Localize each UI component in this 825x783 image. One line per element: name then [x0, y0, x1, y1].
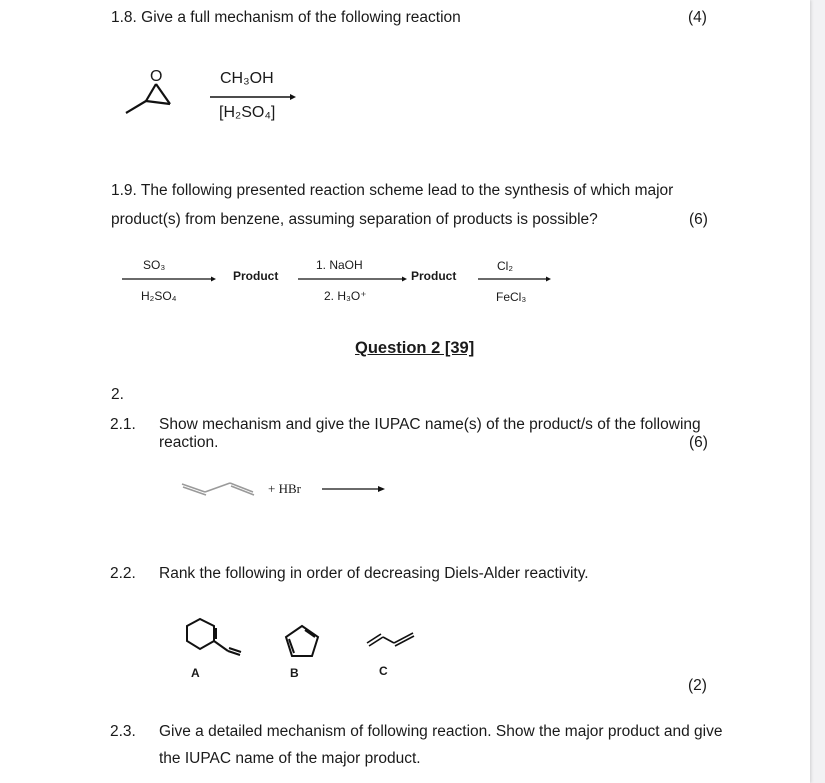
- step2-reagent-top: 1. NaOH: [316, 258, 363, 272]
- compound-a-label: A: [191, 666, 200, 680]
- question-1-9-marks: (6): [689, 211, 708, 228]
- question-2-1-number: 2.1.: [110, 416, 136, 433]
- epoxide-oxygen-label: O: [150, 68, 163, 85]
- question-1-8-marks: (4): [688, 9, 707, 26]
- reaction-arrow-1-8: [210, 94, 296, 100]
- reaction-arrow-1-9-step1: [122, 277, 216, 282]
- epoxide-structure: [126, 84, 170, 113]
- diene-structure-2-1: [182, 483, 254, 495]
- step1-reagent-bottom: H₂SO₄: [141, 289, 177, 303]
- compound-b-label: B: [290, 666, 299, 680]
- reaction-arrow-1-9-step3: [478, 277, 551, 282]
- reagent-sulfuric-acid: [H₂SO₄]: [219, 104, 276, 121]
- question-2-2-marks: (2): [688, 677, 707, 694]
- question-2-2-number: 2.2.: [110, 565, 136, 582]
- question-1-9-line1: 1.9. The following presented reaction scheme lead to the synthesis of which major: [111, 182, 674, 199]
- question-2-3-line2: the IUPAC name of the major product.: [159, 750, 421, 767]
- reagent-methanol: CH₃OH: [220, 70, 274, 87]
- compound-a-structure: [187, 619, 241, 655]
- step1-reagent-top: SO₃: [143, 258, 166, 272]
- step3-reagent-top: Cl₂: [497, 259, 513, 273]
- question-1-8-text: 1.8. Give a full mechanism of the following reaction: [111, 9, 461, 26]
- compound-c-label: C: [379, 664, 388, 678]
- step3-reagent-bottom: FeCl₃: [496, 290, 527, 304]
- reaction-arrow-1-9-step2: [298, 277, 407, 282]
- reaction-arrow-2-1: [322, 486, 385, 492]
- step2-reagent-bottom: 2. H₃O⁺: [324, 289, 367, 303]
- question-2-3-number: 2.3.: [110, 723, 136, 740]
- reagent-hbr: + HBr: [268, 481, 301, 496]
- product-1-label: Product: [233, 269, 279, 283]
- product-2-label: Product: [411, 269, 457, 283]
- compound-b-structure: [286, 626, 318, 656]
- question-2-2-text: Rank the following in order of decreasing Diels-Alder reactivity.: [159, 565, 589, 582]
- question-1-9-line2: product(s) from benzene, assuming separation of products is possible?: [111, 211, 598, 228]
- question-2-heading: Question 2 [39]: [355, 339, 475, 357]
- question-2-1-line2: reaction.: [159, 434, 219, 451]
- question-2-1-marks: (6): [689, 434, 708, 451]
- question-2-1-line1: Show mechanism and give the IUPAC name(s) of the product/s of the following: [159, 416, 701, 433]
- compound-c-structure: [367, 633, 414, 646]
- question-2-number: 2.: [111, 386, 124, 403]
- question-2-3-line1: Give a detailed mechanism of following reaction. Show the major product and give: [159, 723, 723, 740]
